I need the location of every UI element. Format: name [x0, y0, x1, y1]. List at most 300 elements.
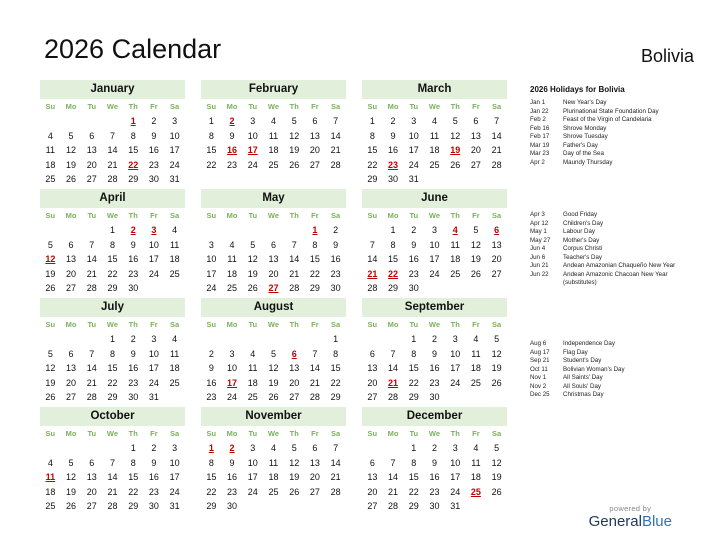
day-cell[interactable]: 10: [169, 457, 180, 468]
day-cell[interactable]: 27: [491, 268, 502, 279]
day-cell[interactable]: 5: [494, 334, 500, 344]
day-cell[interactable]: 29: [107, 283, 118, 293]
day-cell[interactable]: 27: [367, 392, 378, 402]
day-cell[interactable]: 1: [369, 116, 375, 126]
day-cell[interactable]: 26: [66, 174, 77, 184]
day-cell[interactable]: 4: [47, 130, 53, 141]
day-cell[interactable]: 5: [291, 443, 297, 453]
day-cell[interactable]: 20: [289, 377, 300, 388]
day-cell[interactable]: 6: [312, 443, 318, 453]
day-cell[interactable]: 22: [330, 377, 341, 388]
day-cell[interactable]: 10: [429, 239, 440, 250]
day-cell[interactable]: 19: [289, 145, 300, 155]
day-cell[interactable]: 16: [128, 363, 139, 373]
day-cell[interactable]: 14: [388, 472, 399, 482]
day-cell[interactable]: 18: [227, 268, 238, 279]
day-cell[interactable]: 14: [86, 363, 97, 373]
holiday-day-cell[interactable]: 21: [367, 268, 378, 279]
day-cell[interactable]: 7: [109, 130, 115, 141]
day-cell[interactable]: 17: [408, 145, 419, 155]
day-cell[interactable]: 13: [86, 472, 97, 482]
day-cell[interactable]: 2: [333, 225, 339, 235]
day-cell[interactable]: 13: [309, 457, 320, 468]
day-cell[interactable]: 25: [429, 159, 440, 170]
day-cell[interactable]: 30: [128, 283, 139, 293]
day-cell[interactable]: 19: [491, 472, 502, 482]
day-cell[interactable]: 18: [169, 254, 180, 264]
holiday-day-cell[interactable]: 2: [229, 443, 235, 453]
day-cell[interactable]: 9: [151, 130, 157, 141]
day-cell[interactable]: 16: [388, 145, 399, 155]
holiday-day-cell[interactable]: 19: [450, 145, 461, 155]
day-cell[interactable]: 25: [169, 377, 180, 388]
day-cell[interactable]: 24: [169, 159, 180, 170]
day-cell[interactable]: 24: [247, 486, 258, 497]
day-cell[interactable]: 8: [390, 239, 396, 250]
day-cell[interactable]: 9: [208, 363, 214, 373]
day-cell[interactable]: 16: [429, 363, 440, 373]
day-cell[interactable]: 26: [45, 392, 56, 402]
day-cell[interactable]: 3: [229, 348, 235, 359]
day-cell[interactable]: 15: [107, 254, 118, 264]
day-cell[interactable]: 21: [289, 268, 300, 279]
holiday-day-cell[interactable]: 2: [229, 116, 235, 126]
day-cell[interactable]: 26: [289, 486, 300, 497]
day-cell[interactable]: 15: [330, 363, 341, 373]
day-cell[interactable]: 18: [429, 145, 440, 155]
day-cell[interactable]: 2: [208, 348, 214, 359]
day-cell[interactable]: 16: [408, 254, 419, 264]
day-cell[interactable]: 17: [148, 254, 159, 264]
day-cell[interactable]: 25: [169, 268, 180, 279]
day-cell[interactable]: 8: [109, 348, 115, 359]
day-cell[interactable]: 1: [333, 334, 339, 344]
day-cell[interactable]: 11: [471, 348, 481, 359]
day-cell[interactable]: 7: [89, 348, 95, 359]
holiday-day-cell[interactable]: 6: [494, 225, 500, 235]
day-cell[interactable]: 28: [330, 159, 341, 170]
day-cell[interactable]: 27: [86, 174, 97, 184]
day-cell[interactable]: 18: [45, 486, 56, 497]
day-cell[interactable]: 26: [247, 283, 258, 293]
day-cell[interactable]: 20: [367, 486, 378, 497]
generalblue-logo[interactable]: [589, 504, 672, 530]
day-cell[interactable]: 22: [408, 377, 419, 388]
day-cell[interactable]: 3: [172, 443, 178, 453]
day-cell[interactable]: 27: [66, 283, 77, 293]
day-cell[interactable]: 18: [450, 254, 461, 264]
day-cell[interactable]: 15: [107, 363, 118, 373]
day-cell[interactable]: 7: [390, 457, 396, 468]
day-cell[interactable]: 24: [169, 486, 180, 497]
day-cell[interactable]: 31: [169, 501, 180, 511]
day-cell[interactable]: 10: [450, 457, 461, 468]
holiday-day-cell[interactable]: 3: [151, 225, 157, 235]
day-cell[interactable]: 20: [86, 486, 97, 497]
day-cell[interactable]: 25: [45, 501, 56, 511]
day-cell[interactable]: 7: [291, 239, 297, 250]
day-cell[interactable]: 28: [367, 283, 378, 293]
day-cell[interactable]: 23: [128, 377, 139, 388]
day-cell[interactable]: 11: [227, 254, 237, 264]
day-cell[interactable]: 29: [330, 392, 341, 402]
day-cell[interactable]: 25: [470, 377, 481, 388]
day-cell[interactable]: 21: [309, 377, 320, 388]
day-cell[interactable]: 7: [333, 443, 339, 453]
day-cell[interactable]: 7: [89, 239, 95, 250]
day-cell[interactable]: 22: [309, 268, 320, 279]
day-cell[interactable]: 19: [470, 254, 481, 264]
day-cell[interactable]: 24: [450, 377, 461, 388]
day-cell[interactable]: 29: [128, 501, 139, 511]
day-cell[interactable]: 18: [247, 377, 258, 388]
day-cell[interactable]: 23: [227, 486, 238, 497]
day-cell[interactable]: 28: [86, 392, 97, 402]
day-cell[interactable]: 28: [107, 174, 118, 184]
day-cell[interactable]: 15: [408, 472, 419, 482]
day-cell[interactable]: 2: [151, 443, 157, 453]
day-cell[interactable]: 7: [109, 457, 115, 468]
day-cell[interactable]: 29: [408, 501, 419, 511]
holiday-day-cell[interactable]: 6: [291, 348, 297, 359]
day-cell[interactable]: 8: [109, 239, 115, 250]
day-cell[interactable]: 22: [107, 377, 118, 388]
day-cell[interactable]: 3: [250, 116, 256, 126]
day-cell[interactable]: 19: [45, 268, 56, 279]
day-cell[interactable]: 5: [473, 225, 479, 235]
day-cell[interactable]: 15: [128, 145, 139, 155]
day-cell[interactable]: 4: [473, 334, 479, 344]
day-cell[interactable]: 23: [330, 268, 341, 279]
day-cell[interactable]: 4: [172, 334, 178, 344]
day-cell[interactable]: 17: [247, 472, 258, 482]
day-cell[interactable]: 14: [330, 130, 341, 141]
day-cell[interactable]: 23: [206, 392, 217, 402]
day-cell[interactable]: 7: [312, 348, 318, 359]
day-cell[interactable]: 15: [388, 254, 399, 264]
day-cell[interactable]: 26: [491, 486, 502, 497]
holiday-day-cell[interactable]: 22: [388, 268, 399, 279]
day-cell[interactable]: 8: [208, 130, 214, 141]
day-cell[interactable]: 13: [367, 472, 378, 482]
day-cell[interactable]: 4: [431, 116, 437, 126]
day-cell[interactable]: 10: [206, 254, 217, 264]
day-cell[interactable]: 9: [151, 457, 157, 468]
day-cell[interactable]: 2: [151, 116, 157, 126]
day-cell[interactable]: 9: [411, 239, 417, 250]
day-cell[interactable]: 25: [247, 392, 258, 402]
day-cell[interactable]: 29: [408, 392, 419, 402]
day-cell[interactable]: 28: [289, 283, 300, 293]
day-cell[interactable]: 3: [431, 225, 437, 235]
holiday-day-cell[interactable]: 16: [227, 145, 238, 155]
day-cell[interactable]: 25: [268, 486, 279, 497]
day-cell[interactable]: 3: [208, 239, 214, 250]
day-cell[interactable]: 12: [289, 457, 300, 468]
day-cell[interactable]: 14: [107, 145, 118, 155]
day-cell[interactable]: 6: [89, 130, 95, 141]
day-cell[interactable]: 18: [169, 363, 180, 373]
day-cell[interactable]: 11: [471, 457, 481, 468]
day-cell[interactable]: 24: [429, 268, 440, 279]
day-cell[interactable]: 10: [450, 348, 461, 359]
day-cell[interactable]: 20: [86, 159, 97, 170]
day-cell[interactable]: 15: [309, 254, 320, 264]
day-cell[interactable]: 22: [367, 159, 378, 170]
holiday-day-cell[interactable]: 27: [268, 283, 279, 293]
day-cell[interactable]: 24: [206, 283, 217, 293]
holiday-day-cell[interactable]: 1: [130, 116, 136, 126]
day-cell[interactable]: 10: [408, 130, 419, 141]
day-cell[interactable]: 2: [431, 334, 437, 344]
day-cell[interactable]: 30: [330, 283, 341, 293]
day-cell[interactable]: 31: [450, 501, 461, 511]
day-cell[interactable]: 5: [47, 348, 53, 359]
day-cell[interactable]: 13: [309, 130, 320, 141]
day-cell[interactable]: 29: [107, 392, 118, 402]
day-cell[interactable]: 7: [494, 116, 500, 126]
day-cell[interactable]: 28: [388, 392, 399, 402]
day-cell[interactable]: 5: [68, 457, 74, 468]
day-cell[interactable]: 19: [268, 377, 279, 388]
day-cell[interactable]: 11: [268, 130, 279, 141]
day-cell[interactable]: 17: [206, 268, 217, 279]
day-cell[interactable]: 6: [68, 348, 74, 359]
day-cell[interactable]: 12: [268, 363, 279, 373]
day-cell[interactable]: 30: [429, 501, 440, 511]
day-cell[interactable]: 26: [268, 392, 279, 402]
day-cell[interactable]: 9: [229, 457, 235, 468]
day-cell[interactable]: 8: [411, 457, 417, 468]
day-cell[interactable]: 31: [169, 174, 180, 184]
day-cell[interactable]: 30: [408, 283, 419, 293]
day-cell[interactable]: 16: [227, 472, 238, 482]
day-cell[interactable]: 22: [408, 486, 419, 497]
day-cell[interactable]: 24: [148, 377, 159, 388]
day-cell[interactable]: 13: [289, 363, 300, 373]
day-cell[interactable]: 27: [309, 159, 320, 170]
day-cell[interactable]: 13: [66, 254, 77, 264]
day-cell[interactable]: 7: [333, 116, 339, 126]
day-cell[interactable]: 20: [268, 268, 279, 279]
day-cell[interactable]: 29: [367, 174, 378, 184]
day-cell[interactable]: 11: [169, 348, 180, 359]
day-cell[interactable]: 28: [330, 486, 341, 497]
day-cell[interactable]: 15: [206, 145, 217, 155]
day-cell[interactable]: 24: [227, 392, 238, 402]
holiday-day-cell[interactable]: 1: [312, 225, 318, 235]
day-cell[interactable]: 9: [390, 130, 396, 141]
day-cell[interactable]: 28: [86, 283, 97, 293]
day-cell[interactable]: 21: [491, 145, 502, 155]
holiday-day-cell[interactable]: 12: [45, 254, 56, 264]
day-cell[interactable]: 4: [47, 457, 53, 468]
day-cell[interactable]: 26: [66, 501, 77, 511]
day-cell[interactable]: 29: [388, 283, 399, 293]
day-cell[interactable]: 20: [367, 377, 378, 388]
day-cell[interactable]: 9: [431, 457, 437, 468]
day-cell[interactable]: 17: [429, 254, 440, 264]
day-cell[interactable]: 17: [169, 145, 180, 155]
day-cell[interactable]: 30: [388, 174, 399, 184]
day-cell[interactable]: 25: [268, 159, 279, 170]
day-cell[interactable]: 13: [268, 254, 279, 264]
day-cell[interactable]: 19: [45, 377, 56, 388]
day-cell[interactable]: 19: [66, 159, 77, 170]
day-cell[interactable]: 11: [248, 363, 258, 373]
day-cell[interactable]: 4: [270, 443, 276, 453]
day-cell[interactable]: 3: [411, 116, 417, 126]
day-cell[interactable]: 21: [330, 145, 341, 155]
day-cell[interactable]: 22: [107, 268, 118, 279]
day-cell[interactable]: 15: [206, 472, 217, 482]
day-cell[interactable]: 27: [66, 392, 77, 402]
day-cell[interactable]: 27: [86, 501, 97, 511]
day-cell[interactable]: 19: [289, 472, 300, 482]
day-cell[interactable]: 30: [429, 392, 440, 402]
holiday-day-cell[interactable]: 2: [130, 225, 136, 235]
day-cell[interactable]: 24: [247, 159, 258, 170]
day-cell[interactable]: 12: [66, 472, 77, 482]
day-cell[interactable]: 26: [45, 283, 56, 293]
day-cell[interactable]: 30: [148, 174, 159, 184]
day-cell[interactable]: 24: [148, 268, 159, 279]
day-cell[interactable]: 10: [148, 239, 159, 250]
day-cell[interactable]: 26: [450, 159, 461, 170]
day-cell[interactable]: 21: [330, 472, 341, 482]
day-cell[interactable]: 5: [494, 443, 500, 453]
day-cell[interactable]: 13: [66, 363, 77, 373]
day-cell[interactable]: 7: [369, 239, 375, 250]
day-cell[interactable]: 25: [227, 283, 238, 293]
day-cell[interactable]: 18: [268, 472, 279, 482]
day-cell[interactable]: 18: [470, 363, 481, 373]
day-cell[interactable]: 23: [429, 486, 440, 497]
day-cell[interactable]: 27: [470, 159, 481, 170]
day-cell[interactable]: 5: [270, 348, 276, 359]
day-cell[interactable]: 21: [86, 268, 97, 279]
day-cell[interactable]: 19: [491, 363, 502, 373]
day-cell[interactable]: 12: [491, 457, 502, 468]
day-cell[interactable]: 14: [289, 254, 300, 264]
day-cell[interactable]: 13: [470, 130, 481, 141]
day-cell[interactable]: 4: [172, 225, 178, 235]
day-cell[interactable]: 26: [470, 268, 481, 279]
day-cell[interactable]: 20: [309, 145, 320, 155]
day-cell[interactable]: 6: [369, 348, 375, 359]
day-cell[interactable]: 30: [148, 501, 159, 511]
holiday-day-cell[interactable]: 22: [128, 159, 139, 170]
day-cell[interactable]: 23: [408, 268, 419, 279]
day-cell[interactable]: 1: [130, 443, 136, 453]
day-cell[interactable]: 28: [491, 159, 502, 170]
day-cell[interactable]: 2: [390, 116, 396, 126]
day-cell[interactable]: 11: [45, 145, 56, 155]
day-cell[interactable]: 25: [450, 268, 461, 279]
day-cell[interactable]: 28: [107, 501, 118, 511]
day-cell[interactable]: 22: [128, 486, 139, 497]
day-cell[interactable]: 3: [151, 334, 157, 344]
day-cell[interactable]: 21: [86, 377, 97, 388]
day-cell[interactable]: 30: [128, 392, 139, 402]
day-cell[interactable]: 4: [473, 443, 479, 453]
day-cell[interactable]: 7: [390, 348, 396, 359]
day-cell[interactable]: 1: [411, 334, 417, 344]
day-cell[interactable]: 14: [330, 457, 341, 468]
day-cell[interactable]: 1: [109, 225, 115, 235]
day-cell[interactable]: 20: [470, 145, 481, 155]
day-cell[interactable]: 6: [473, 116, 479, 126]
day-cell[interactable]: 31: [408, 174, 419, 184]
day-cell[interactable]: 14: [309, 363, 320, 373]
day-cell[interactable]: 8: [130, 130, 136, 141]
holiday-day-cell[interactable]: 17: [227, 377, 238, 388]
day-cell[interactable]: 9: [130, 239, 136, 250]
day-cell[interactable]: 14: [491, 130, 502, 141]
day-cell[interactable]: 15: [367, 145, 378, 155]
day-cell[interactable]: 16: [148, 145, 159, 155]
day-cell[interactable]: 27: [289, 392, 300, 402]
day-cell[interactable]: 14: [107, 472, 118, 482]
day-cell[interactable]: 26: [491, 377, 502, 388]
day-cell[interactable]: 6: [68, 239, 74, 250]
day-cell[interactable]: 4: [250, 348, 256, 359]
day-cell[interactable]: 16: [206, 377, 217, 388]
holiday-day-cell[interactable]: 4: [452, 225, 458, 235]
day-cell[interactable]: 11: [450, 239, 460, 250]
day-cell[interactable]: 27: [367, 501, 378, 511]
day-cell[interactable]: 21: [107, 159, 118, 170]
day-cell[interactable]: 4: [270, 116, 276, 126]
day-cell[interactable]: 9: [431, 348, 437, 359]
day-cell[interactable]: 10: [169, 130, 180, 141]
day-cell[interactable]: 3: [452, 334, 458, 344]
day-cell[interactable]: 17: [450, 472, 461, 482]
day-cell[interactable]: 8: [411, 348, 417, 359]
day-cell[interactable]: 24: [408, 159, 419, 170]
day-cell[interactable]: 12: [45, 363, 56, 373]
day-cell[interactable]: 16: [429, 472, 440, 482]
day-cell[interactable]: 8: [333, 348, 339, 359]
day-cell[interactable]: 11: [268, 457, 279, 468]
day-cell[interactable]: 14: [388, 363, 399, 373]
day-cell[interactable]: 10: [148, 348, 159, 359]
day-cell[interactable]: 5: [68, 130, 74, 141]
day-cell[interactable]: 29: [206, 501, 217, 511]
day-cell[interactable]: 14: [367, 254, 378, 264]
day-cell[interactable]: 23: [227, 159, 238, 170]
day-cell[interactable]: 11: [429, 130, 440, 141]
day-cell[interactable]: 8: [369, 130, 375, 141]
holiday-day-cell[interactable]: 17: [247, 145, 258, 155]
day-cell[interactable]: 16: [128, 254, 139, 264]
day-cell[interactable]: 14: [86, 254, 97, 264]
day-cell[interactable]: 10: [227, 363, 238, 373]
day-cell[interactable]: 8: [312, 239, 318, 250]
day-cell[interactable]: 21: [107, 486, 118, 497]
day-cell[interactable]: 23: [128, 268, 139, 279]
day-cell[interactable]: 8: [130, 457, 136, 468]
day-cell[interactable]: 24: [450, 486, 461, 497]
holiday-day-cell[interactable]: 23: [388, 159, 399, 170]
day-cell[interactable]: 11: [169, 239, 180, 250]
day-cell[interactable]: 1: [390, 225, 396, 235]
day-cell[interactable]: 20: [491, 254, 502, 264]
day-cell[interactable]: 12: [450, 130, 461, 141]
day-cell[interactable]: 29: [128, 174, 139, 184]
day-cell[interactable]: 13: [491, 239, 502, 250]
day-cell[interactable]: 17: [450, 363, 461, 373]
